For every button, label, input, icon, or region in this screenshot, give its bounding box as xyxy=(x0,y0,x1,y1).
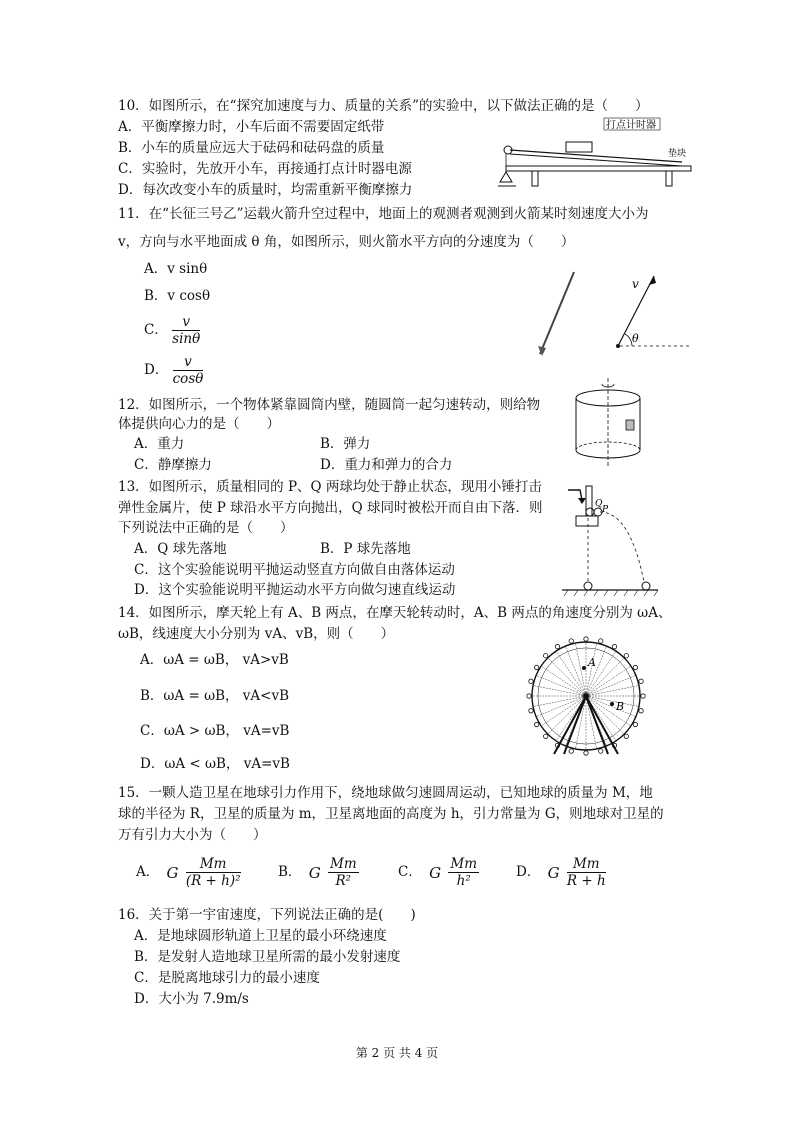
stand-base xyxy=(576,516,598,526)
q15-option-a xyxy=(136,856,241,889)
q13-option-b: B．P 球先落地 xyxy=(320,541,411,557)
q12-stem-line2: 体提供向心力的是（ ） xyxy=(118,416,280,432)
q15-option-b xyxy=(278,856,359,889)
wheel-cabin xyxy=(534,722,538,726)
q15-stem-line1: 15．一颗人造卫星在地球引力作用下，绕地球做匀速圆周运动，已知地球的质量为 M，地 xyxy=(118,785,653,801)
fig-label-block: 垫块 xyxy=(668,148,687,158)
q15-stem-line3: 万有引力大小为（ ） xyxy=(118,827,267,843)
q15-stem-line2: 球的半径为 R，卫星的质量为 m，卫星离地面的高度为 h，引力常量为 G，则地球对卫星的 xyxy=(118,806,664,822)
fig-a-label: A xyxy=(588,656,596,669)
q14-option-d: D．ωA < ωB， vA=vB xyxy=(140,756,290,772)
q13-stem-line3: 下列说法中正确的是（ ） xyxy=(118,520,294,536)
rocket-velocity-figure xyxy=(528,268,698,358)
ground-hatching xyxy=(564,590,658,596)
q15-c-denominator: h² xyxy=(456,873,471,889)
q15-d-numerator: Mm xyxy=(567,856,606,873)
q15-d-fraction xyxy=(567,856,606,889)
q15-c-fraction xyxy=(448,856,479,889)
wheel-cabin xyxy=(641,694,645,698)
q14-option-c: C．ωA > ωB， vA=vB xyxy=(140,723,290,739)
wheel-cabin xyxy=(599,749,603,753)
velocity-arrowhead xyxy=(649,276,656,285)
wheel-spoke xyxy=(548,696,586,734)
wheel-cabin xyxy=(543,734,547,738)
q15-option-c xyxy=(398,856,479,889)
q11-option-d-fraction xyxy=(173,354,204,387)
wheel-cabin xyxy=(584,637,588,641)
q14-stem-line1: 14．如图所示，摩天轮上有 A、B 两点，在摩天轮转动时，A、B 两点的角速度分别为 ωA、 xyxy=(118,605,672,621)
cart xyxy=(566,142,592,152)
q15-d-g: G xyxy=(547,863,560,882)
wheel-cabin xyxy=(639,709,643,713)
ball-p-landed xyxy=(642,582,650,590)
q11-option-c xyxy=(144,314,200,347)
wheel-cabin xyxy=(633,665,637,669)
origin-point xyxy=(616,344,620,348)
wheel-cabin xyxy=(612,644,616,648)
fig-q-label: Q xyxy=(595,499,603,509)
q10-option-b: B．小车的质量应远大于砝码和砝码盘的质量 xyxy=(118,140,385,156)
wheel-cabin xyxy=(527,694,531,698)
q15-b-numerator: Mm xyxy=(330,856,357,872)
ball-q-landed xyxy=(584,582,592,590)
q14-option-a: A．ωA = ωB， vA>vB xyxy=(140,652,289,668)
fig-theta-label: θ xyxy=(632,332,639,345)
q15-d-label: D． xyxy=(516,864,541,880)
page-footer: 第 2 页 共 4 页 xyxy=(355,1046,439,1060)
q11-option-c-fraction xyxy=(172,314,200,347)
q12-option-a: A．重力 xyxy=(134,436,185,452)
cart-experiment-figure xyxy=(496,116,696,188)
wheel-cabin xyxy=(639,679,643,683)
q16-option-d: D．大小为 7.9m/s xyxy=(134,991,249,1007)
q14-option-b: B．ωA = ωB， vA<vB xyxy=(140,688,290,704)
q13-option-a: A．Q 球先落地 xyxy=(134,541,227,557)
block-on-wall xyxy=(626,420,634,430)
q10-option-d: D．每次改变小车的质量时，均需重新平衡摩擦力 xyxy=(118,182,413,198)
wheel-hub xyxy=(583,693,589,699)
q15-a-numerator: Mm xyxy=(186,856,241,873)
q15-d-denominator: R + h xyxy=(566,873,606,889)
wheel-cabin xyxy=(555,644,559,648)
fig-b-label: B xyxy=(616,700,625,713)
fig-p-label: P xyxy=(602,505,609,515)
wheel-cabin xyxy=(624,734,628,738)
rocket-exhaust xyxy=(538,346,546,356)
q15-c-g: G xyxy=(429,863,442,882)
fig-label-timer: 打点计时器 xyxy=(606,120,656,131)
q10-option-a: A．平衡摩擦力时，小车后面不需要固定纸带 xyxy=(118,119,385,135)
q10-option-c: C．实验时，先放开小车，再接通打点计时器电源 xyxy=(118,161,412,177)
q13-stem-line2: 弹性金属片，使 P 球沿水平方向抛出，Q 球同时被松开而自由下落．则 xyxy=(118,500,543,516)
wheel-cabin xyxy=(529,709,533,713)
q12-option-b: B．弹力 xyxy=(320,436,371,452)
q11-stem-line2: v，方向与水平地面成 θ 角，如图所示，则火箭水平方向的分速度为（ ） xyxy=(118,234,575,250)
q15-c-label: C． xyxy=(398,864,422,880)
q11-option-a: A．v sinθ xyxy=(144,261,208,277)
q10-stem: 10．如图所示，在“探究加速度与力、质量的关系”的实验中，以下做法正确的是（ ） xyxy=(118,98,649,114)
q15-b-g: G xyxy=(308,863,321,882)
q16-option-b: B．是发射人造地球卫星所需的最小发射速度 xyxy=(134,949,401,965)
q11-d-denominator: cosθ xyxy=(172,371,204,387)
hammer-head xyxy=(578,498,586,504)
q13-option-d: D．这个实验能说明平抛运动水平方向做匀速直线运动 xyxy=(134,582,456,598)
wheel-cabin xyxy=(624,653,628,657)
wheel-cabin xyxy=(569,639,573,643)
rocket-body xyxy=(540,272,574,354)
q15-b-denominator: R² xyxy=(335,873,352,889)
point-b xyxy=(610,702,614,706)
q11-option-d xyxy=(144,354,203,387)
point-a xyxy=(582,666,586,670)
q15-a-denominator: (R + h)² xyxy=(185,873,241,889)
q13-stem-line1: 13．如图所示，质量相同的 P、Q 两球均处于静止状态，现用小锤打击 xyxy=(118,479,542,495)
q11-d-numerator: v xyxy=(173,354,204,371)
q11-option-b: B．v cosθ xyxy=(144,288,211,304)
q15-a-g: G xyxy=(166,863,179,882)
ball-q xyxy=(586,508,594,516)
q15-a-label: A． xyxy=(136,864,160,880)
q12-stem-line1: 12．如图所示，一个物体紧靠圆筒内壁，随圆筒一起匀速转动，则给物 xyxy=(118,397,541,413)
q16-option-a: A．是地球圆形轨道上卫星的最小环绕速度 xyxy=(134,928,387,944)
table-leg-right xyxy=(666,171,672,186)
wheel-cabin xyxy=(569,749,573,753)
q11-c-numerator: v xyxy=(172,314,200,331)
q15-option-d xyxy=(516,856,606,889)
wheel-cabin xyxy=(584,751,588,755)
table-leg-left xyxy=(532,171,538,186)
q15-a-fraction xyxy=(186,856,241,889)
ferris-wheel-figure xyxy=(518,628,668,756)
weight-pan xyxy=(500,172,512,182)
q14-stem-line2: ωB，线速度大小分别为 vA、vB，则（ ） xyxy=(118,626,395,642)
wheel-cabin xyxy=(543,653,547,657)
q15-b-label: B． xyxy=(278,864,302,880)
wheel-cabin xyxy=(633,722,637,726)
wheel-cabin xyxy=(529,679,533,683)
q11-option-c-label: C． xyxy=(144,322,168,338)
q16-option-c: C．是脱离地球引力的最小速度 xyxy=(134,970,320,986)
q15-c-numerator: Mm xyxy=(450,856,478,872)
q12-option-c: C．静摩擦力 xyxy=(134,457,212,473)
table-top xyxy=(506,166,691,171)
q16-stem: 16．关于第一宇宙速度，下列说法正确的是( ) xyxy=(118,907,416,923)
wheel-cabin xyxy=(599,639,603,643)
q11-option-d-label: D． xyxy=(144,362,169,378)
wheel-spoke xyxy=(548,658,586,696)
q13-option-c: C．这个实验能说明平抛运动竖直方向做自由落体运动 xyxy=(134,562,455,578)
q12-option-d: D．重力和弹力的合力 xyxy=(320,457,453,473)
q11-stem-line1: 11．在“长征三号乙”运载火箭升空过程中，地面上的观测者观测到火箭某时刻速度大小为 xyxy=(118,206,649,222)
q15-b-fraction xyxy=(328,856,359,889)
q11-c-denominator: sinθ xyxy=(172,331,201,347)
wheel-cabin xyxy=(534,665,538,669)
rotating-cylinder-figure xyxy=(566,376,650,468)
fig-v-label: v xyxy=(632,277,639,291)
parabolic-path xyxy=(600,512,644,582)
angle-arc xyxy=(625,334,632,346)
projectile-experiment-figure xyxy=(560,478,660,598)
stand-post xyxy=(586,486,592,516)
